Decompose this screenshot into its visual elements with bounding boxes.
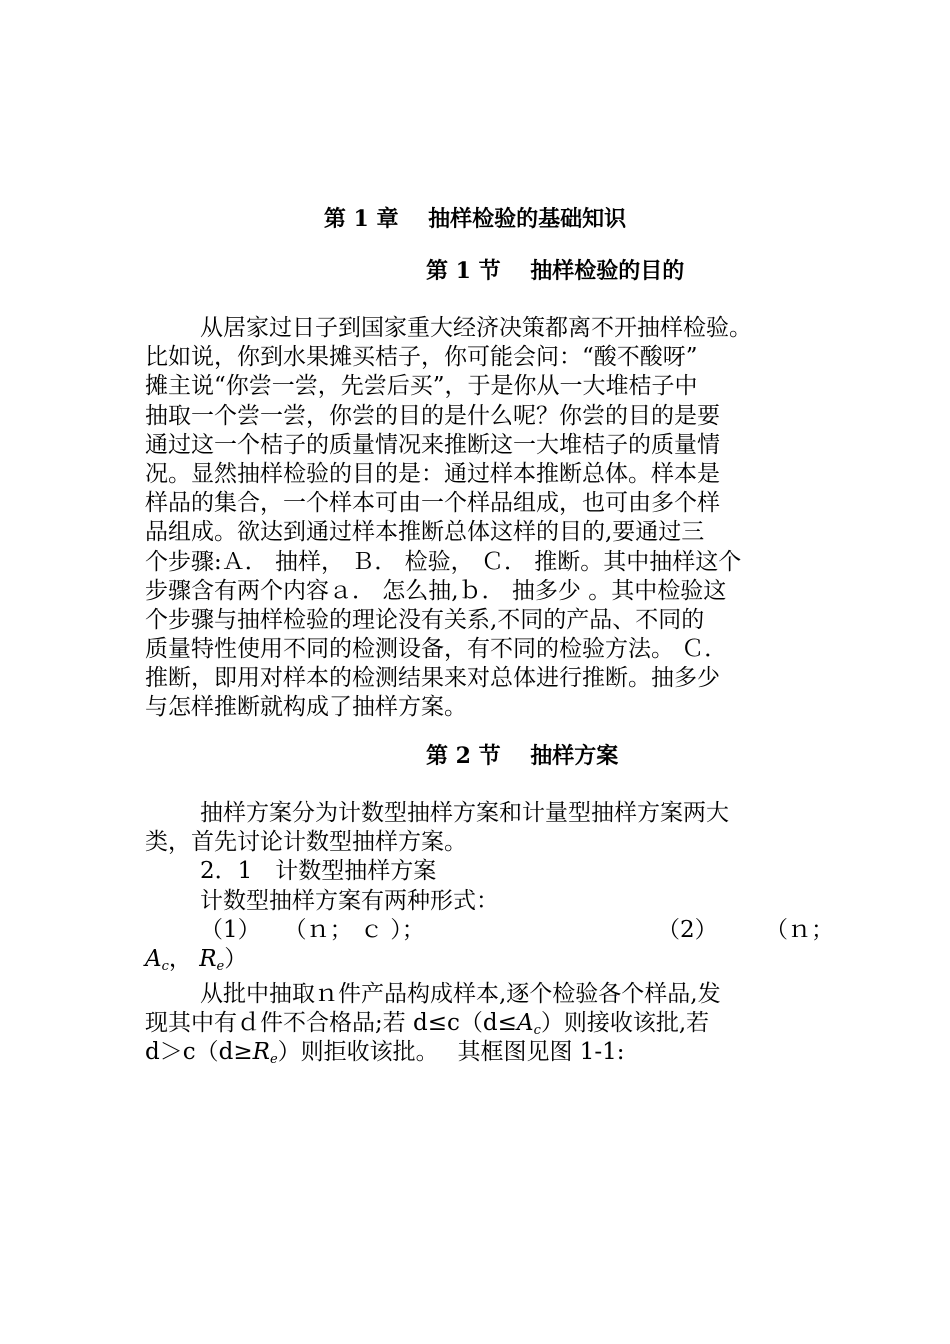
forms-intro: 计数型抽样方案有两种形式： (200, 887, 499, 914)
math-sub-c: c (533, 1023, 541, 1039)
rule-paragraph (145, 980, 825, 1068)
subsection-heading: 2．1 计数型抽样方案 (200, 858, 437, 885)
paragraph-line: 摊主说“你尝一尝，先尝后买”，于是你从一大堆桔子中 (145, 373, 698, 400)
paragraph-line: 类，首先讨论计数型抽样方案。 (145, 829, 467, 856)
forms-line (145, 916, 834, 945)
paragraph-line: 从批中抽取ｎ件产品构成样本,逐个检验各个样品,发 (200, 981, 721, 1007)
rule-text: d＞c（d≥ (145, 1039, 253, 1066)
rule-text: ）则接收该批,若 (540, 1010, 710, 1037)
math-A: A (145, 945, 162, 972)
paragraph-line (145, 1009, 825, 1038)
math-sub-e: e (216, 958, 225, 974)
math-R: R (199, 945, 217, 972)
form-2-label: （2） (657, 916, 718, 943)
paragraph-line: 个步骤与抽样检验的理论没有关系,不同的产品、不同的 (145, 606, 705, 633)
paragraph-line: 个步骤:Ａ． 抽样， Ｂ． 检验， Ｃ． 推断。其中抽样这个 (145, 548, 742, 575)
math-R: R (252, 1039, 270, 1066)
paragraph-line: 从居家过日子到国家重大经济决策都离不开抽样检验。 (200, 315, 752, 341)
paragraph-line: 步骤含有两个内容ａ． 怎么抽,ｂ． 抽多少 。其中检验这 (145, 577, 727, 604)
paragraph-line: 推断，即用对样本的检测结果来对总体进行推断。抽多少 (145, 665, 720, 692)
rule-text: 现其中有ｄ件不合格品;若 d≤c（d≤ (145, 1010, 517, 1037)
paragraph-line: 况。显然抽样检验的目的是：通过样本推断总体。样本是 (145, 460, 720, 487)
section-2-title: 第 2 节 抽样方案 (426, 743, 619, 769)
paragraph-line: 质量特性使用不同的检测设备，有不同的检验方法。 Ｃ． (145, 636, 728, 663)
paragraph-line: 样品的集合，一个样本可由一个样品组成，也可由多个样 (145, 490, 720, 517)
form-1: （1） （ｎ； ｃ ）； (200, 916, 425, 943)
rule-text: ）则拒收该批。 其框图见图 1-1: (277, 1039, 625, 1066)
chapter-title: 第 1 章 抽样检验的基础知识 (323, 206, 627, 232)
paragraph-line (145, 1038, 825, 1067)
math-sub-c: c (161, 958, 169, 974)
paragraph-line: 抽取一个尝一尝，你尝的目的是什么呢？你尝的目的是要 (145, 402, 720, 429)
form-2-close: ） (224, 945, 248, 972)
form-2-open: （ｎ； (765, 916, 834, 943)
math-A: A (516, 1010, 534, 1037)
section-1-title: 第 1 节 抽样检验的目的 (426, 258, 685, 284)
paragraph-line: 通过这一个桔子的质量情况来推断这一大堆桔子的质量情 (145, 431, 720, 458)
paragraph-line: 比如说，你到水果摊买桔子，你可能会问：“酸不酸呀” (145, 344, 698, 371)
section-1-paragraph (145, 314, 825, 723)
math-sub-e: e (269, 1052, 278, 1068)
forms-line-continued: $A_c$， $R_e$） (145, 945, 248, 974)
paragraph-line: 与怎样推断就构成了抽样方案。 (145, 694, 467, 721)
paragraph-line: 抽样方案分为计数型抽样方案和计量型抽样方案两大 (200, 800, 729, 826)
section-2-paragraph (145, 799, 834, 974)
paragraph-line: 品组成。欲达到通过样本推断总体这样的目的,要通过三 (145, 519, 705, 546)
